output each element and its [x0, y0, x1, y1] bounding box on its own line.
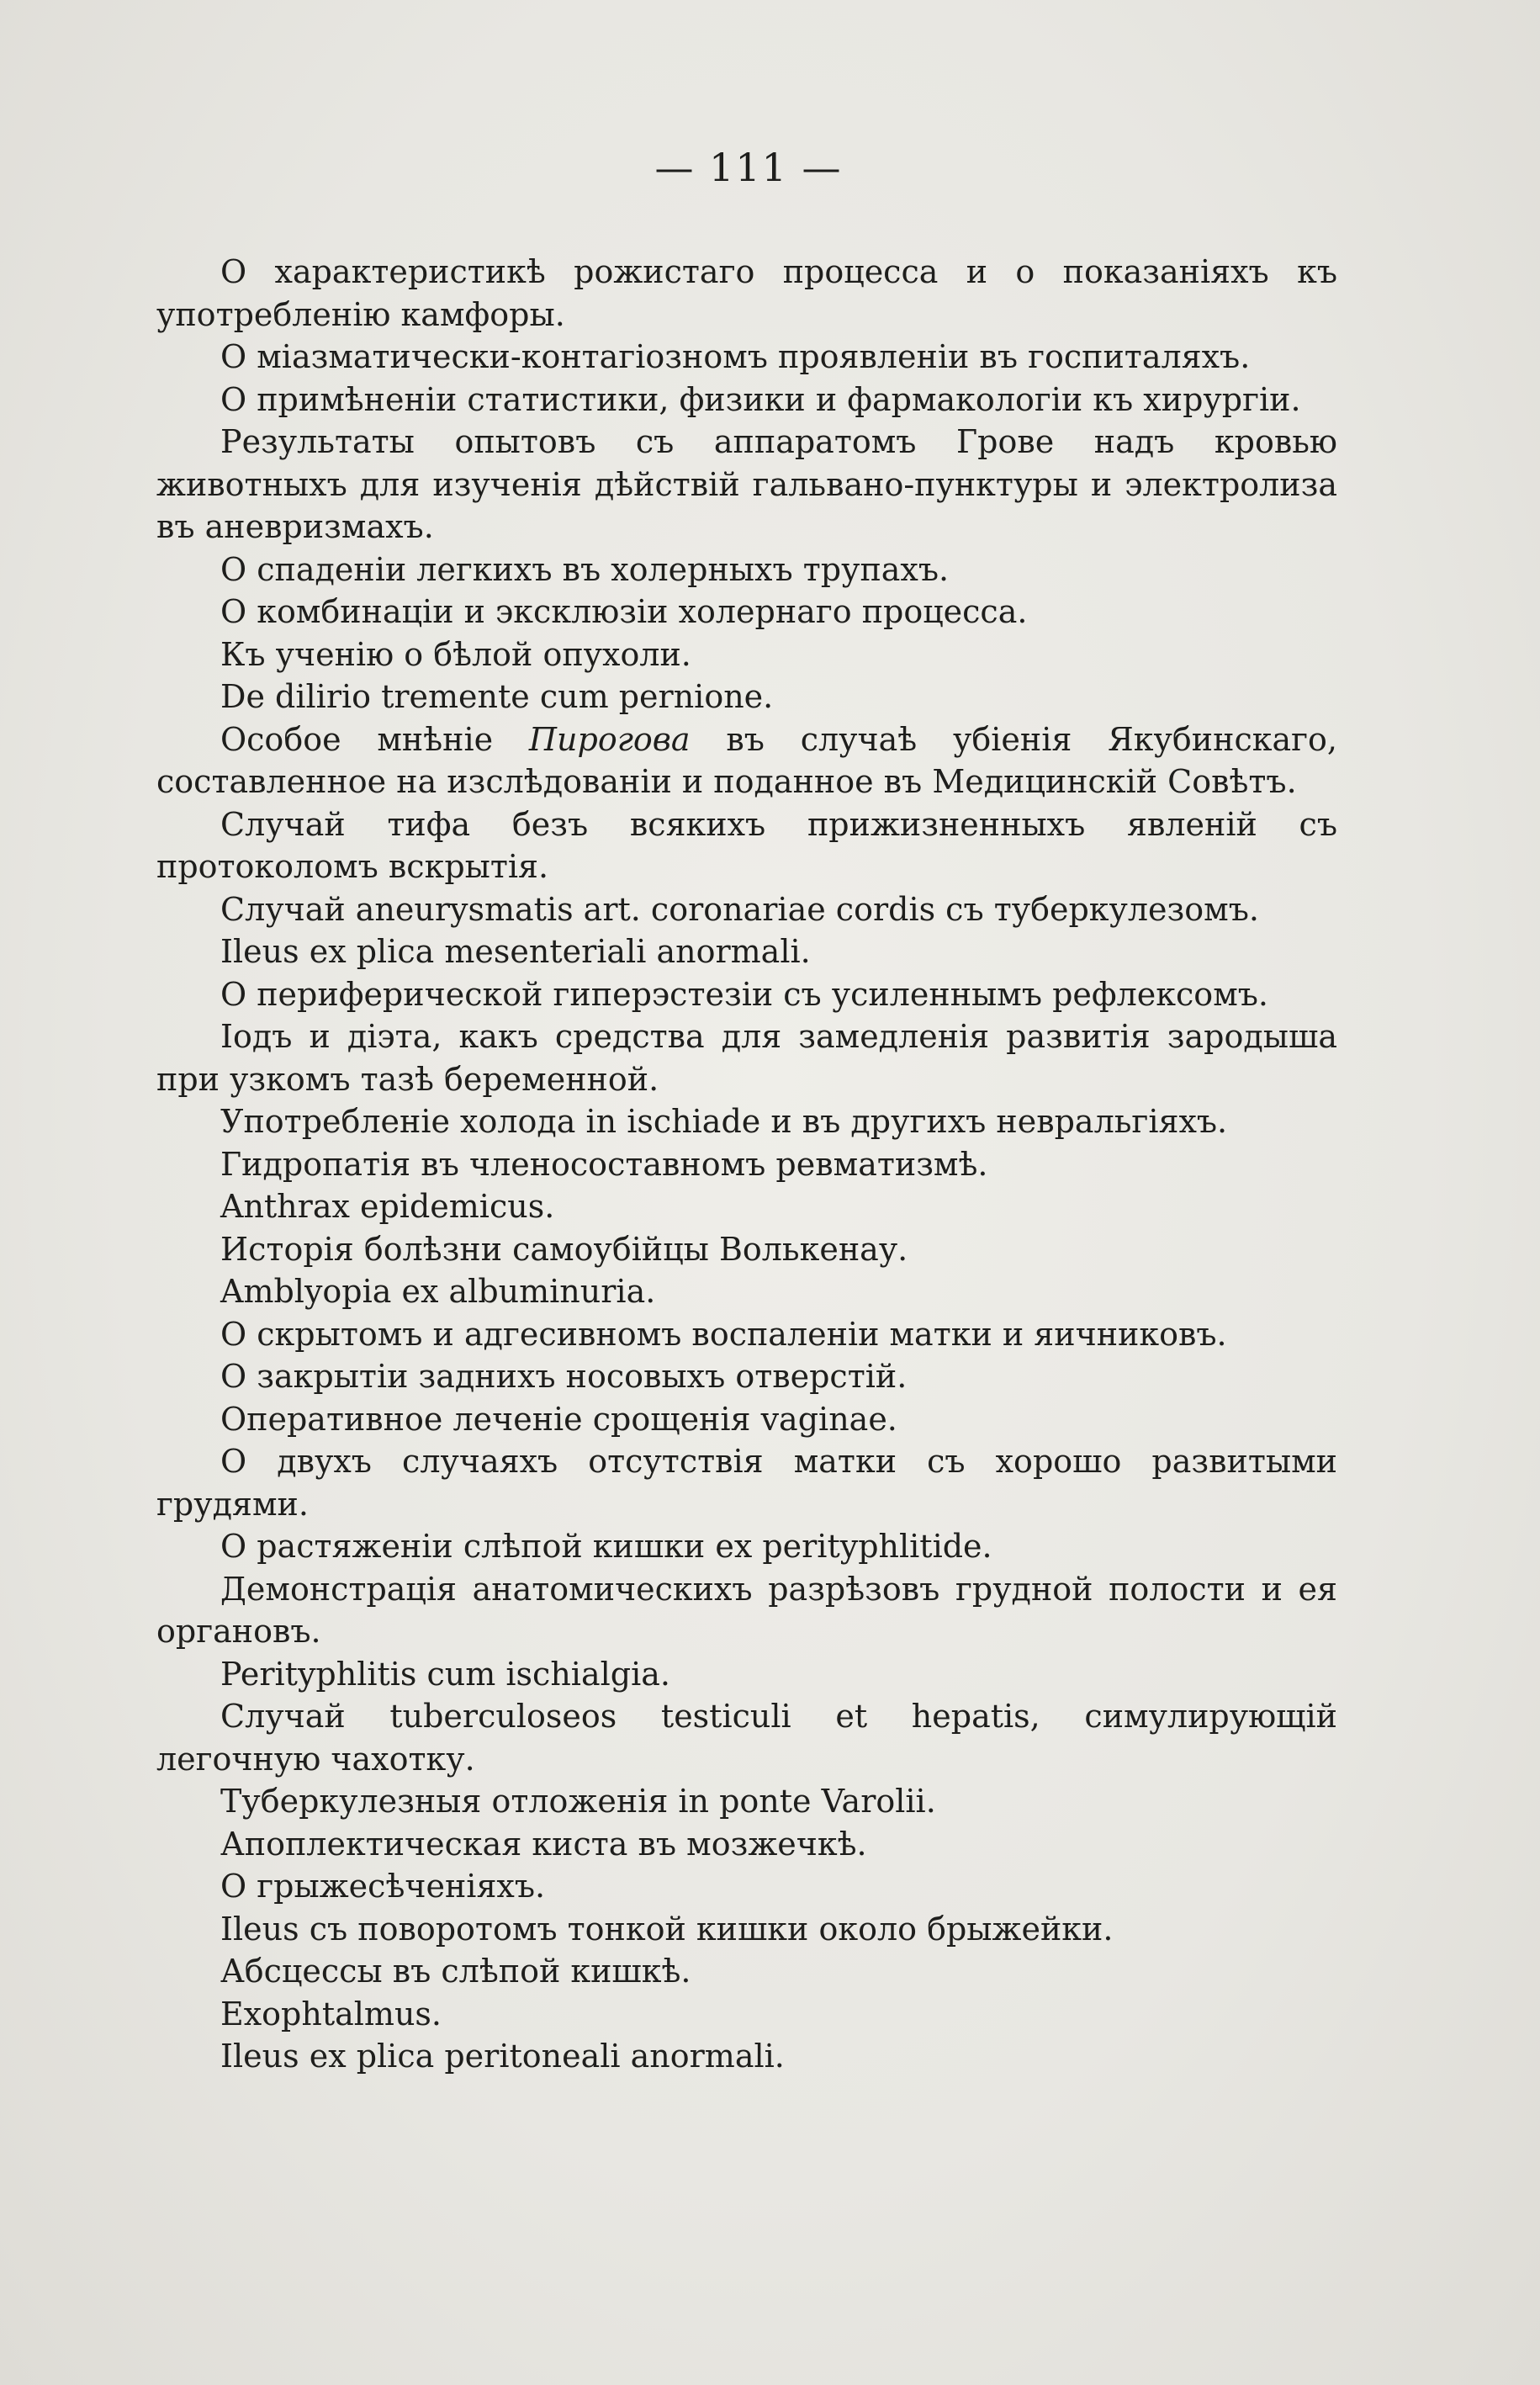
entry-item	[156, 718, 1337, 803]
entry-item: Исторія болѣзни самоубійцы Волькенау.	[220, 1230, 908, 1268]
entry-item: Exophtalmus.	[220, 1995, 442, 2033]
entry-item: Anthrax epidemicus.	[220, 1188, 555, 1225]
entry-item: Случай tuberculoseos testiculi et hepatis, симулирующій легочную чахотку.	[156, 1698, 1337, 1778]
entry-item: Ileus ex plica mesenteriali anormali.	[220, 933, 811, 970]
entry-item: О грыжесѣченіяхъ.	[220, 1868, 546, 1905]
entry-item: Туберкулезныя отложенія in ponte Varolii.	[220, 1783, 936, 1820]
entry-item: О закрытіи заднихъ носовыхъ отверстій.	[220, 1358, 908, 1395]
entry-item: Ileus съ поворотомъ тонкой кишки около брыжейки.	[220, 1910, 1114, 1948]
entry-item: Іодъ и діэта, какъ средства для замедленія развитія зародыша при узкомъ тазѣ беременной.	[156, 1018, 1337, 1098]
entry-item: Къ ученію о бѣлой опухоли.	[220, 635, 691, 673]
entry-item: Гидропатія въ членосоставномъ ревматизмѣ.	[220, 1145, 988, 1183]
entry-item: О скрытомъ и адгесивномъ воспаленіи матки и яичниковъ.	[220, 1315, 1227, 1353]
page-number: — 111 —	[654, 145, 843, 190]
entry-text-after: въ случаѣ убіенія Якубинскаго, составленное на изслѣдованіи и поданное въ Медицинскій Совѣтъ.	[156, 720, 1337, 800]
entry-item: Абсцессы въ слѣпой кишкѣ.	[220, 1953, 691, 1990]
entry-item: Оперативное леченіе срощенія vaginae.	[220, 1400, 897, 1438]
entry-text-before: Особое мнѣніе	[220, 720, 529, 758]
entry-item: Случай aneurysmatis art. coronariae cordis съ туберкулезомъ.	[220, 890, 1259, 928]
entry-author-italic: Пирогова	[528, 720, 691, 758]
entry-item: Демонстрація анатомическихъ разрѣзовъ грудной полости и ея органовъ.	[156, 1570, 1337, 1650]
entry-item: О характеристикѣ рожистаго процесса и о показаніяхъ къ употребленію камфоры.	[156, 253, 1337, 333]
entry-item: О примѣненіи статистики, физики и фармакологіи къ хирургіи.	[220, 380, 1301, 418]
entry-item: Апоплектическая киста въ мозжечкѣ.	[220, 1825, 867, 1863]
entry-item: О комбинаціи и эксклюзіи холернаго процесса.	[220, 593, 1028, 630]
entry-item: О периферической гиперэстезіи съ усиленнымъ рефлексомъ.	[220, 975, 1269, 1013]
entry-item: О міазматически-контагіозномъ проявленіи въ госпиталяхъ.	[220, 338, 1251, 375]
entry-item: О растяженіи слѣпой кишки ex perityphlitide.	[220, 1528, 992, 1565]
entry-item: Случай тифа безъ всякихъ прижизненныхъ явленій съ протоколомъ вскрытія.	[156, 805, 1337, 885]
entry-item: Ileus ex plica peritoneali anormali.	[220, 2038, 785, 2075]
entry-item: Результаты опытовъ съ аппаратомъ Грове надъ кровью животныхъ для изученія дѣйствій гальвано-пунктуры и электролиза въ аневризмахъ.	[156, 423, 1337, 545]
entry-item: Perityphlitis cum ischialgia.	[220, 1655, 670, 1693]
entry-list	[156, 251, 1337, 2078]
entry-item: О двухъ случаяхъ отсутствія матки съ хорошо развитыми грудями.	[156, 1443, 1337, 1523]
entry-item: Употребленіе холода in ischiade и въ другихъ невральгіяхъ.	[220, 1103, 1228, 1140]
entry-item: Amblyopia ex albuminuria.	[220, 1273, 656, 1310]
entry-item: О спаденіи легкихъ въ холерныхъ трупахъ.	[220, 550, 950, 588]
entry-item: De dilirio tremente cum pernione.	[220, 678, 774, 715]
